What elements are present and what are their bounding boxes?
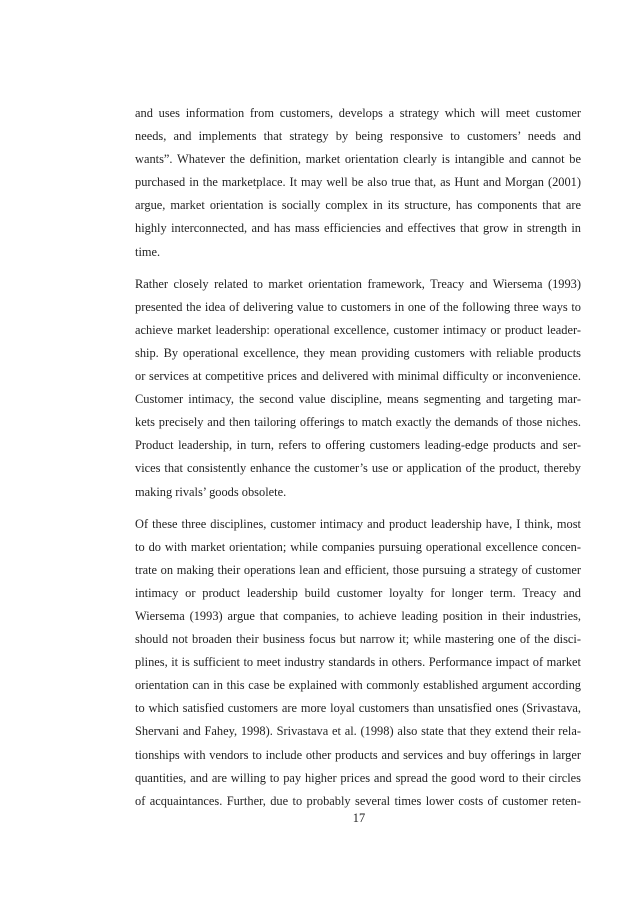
text-line: orientation can in this case be explained with commonly established argument according <box>135 678 581 693</box>
text-line: ship. By operational excellence, they mean providing customers with reliable products <box>135 345 581 360</box>
text-line: should not broaden their business focus but narrow it; while mastering one of the disci- <box>135 632 581 647</box>
paragraph-2 <box>135 273 581 504</box>
text-line: plines, it is sufficient to meet industry standards in others. Performance impact of market <box>135 655 581 670</box>
text-line: kets precisely and then tailoring offerings to match exactly the demands of those niches. <box>135 415 581 430</box>
text-line: Wiersema (1993) argue that companies, to achieve leading position in their industries, <box>135 608 581 623</box>
text-line: purchased in the marketplace. It may well be also true that, as Hunt and Morgan (2001) <box>135 175 581 190</box>
paragraph-3 <box>135 513 581 813</box>
text-line: quantities, and are willing to pay higher prices and spread the good word to their circles <box>135 770 581 785</box>
text-line: needs, and implements that strategy by being responsive to customers’ needs and <box>135 129 581 144</box>
page-number: 17 <box>352 811 366 825</box>
text-line: achieve market leadership: operational excellence, customer intimacy or product leader- <box>135 322 581 337</box>
text-line: highly interconnected, and has mass efficiencies and effectives that grow in strength in <box>135 221 581 236</box>
text-line: Product leadership, in turn, refers to offering customers leading-edge products and ser- <box>135 438 581 453</box>
text-line: or services at competitive prices and delivered with minimal difficulty or inconvenience. <box>135 369 581 384</box>
text-line: time. <box>135 244 161 259</box>
body-text <box>135 102 581 822</box>
text-line: presented the idea of delivering value to customers in one of the following three ways to <box>135 299 581 314</box>
text-line: intimacy or product leadership build customer loyalty for longer term. Treacy and <box>135 585 581 600</box>
text-line: argue, market orientation is socially complex in its structure, has components that are <box>135 198 581 213</box>
text-line: to do with market orientation; while companies pursuing operational excellence concen- <box>135 539 581 554</box>
paragraph-1 <box>135 102 581 264</box>
text-line: and uses information from customers, develops a strategy which will meet customer <box>135 106 581 120</box>
text-line: Rather closely related to market orientation framework, Treacy and Wiersema (1993) <box>135 276 581 291</box>
text-line: Of these three disciplines, customer intimacy and product leadership have, I think, most <box>135 516 581 531</box>
text-line: to which satisfied customers are more loyal customers than unsatisfied ones (Srivastava, <box>135 701 581 716</box>
text-line: Shervani and Fahey, 1998). Srivastava et al. (1998) also state that they extend their rela- <box>135 724 581 739</box>
text-line: Customer intimacy, the second value discipline, means segmenting and targeting mar- <box>135 392 581 407</box>
text-line: trate on making their operations lean and efficient, those pursuing a strategy of customer <box>135 562 581 577</box>
text-line: of acquaintances. Further, due to probably several times lower costs of customer reten- <box>135 793 581 808</box>
text-line: vices that consistently enhance the customer’s use or application of the product, thereby <box>135 461 581 476</box>
text-line: tionships with vendors to include other products and services and buy offerings in larger <box>135 747 581 762</box>
text-line: wants”. Whatever the definition, market orientation clearly is intangible and cannot be <box>135 152 581 167</box>
text-line: making rivals’ goods obsolete. <box>135 484 287 499</box>
